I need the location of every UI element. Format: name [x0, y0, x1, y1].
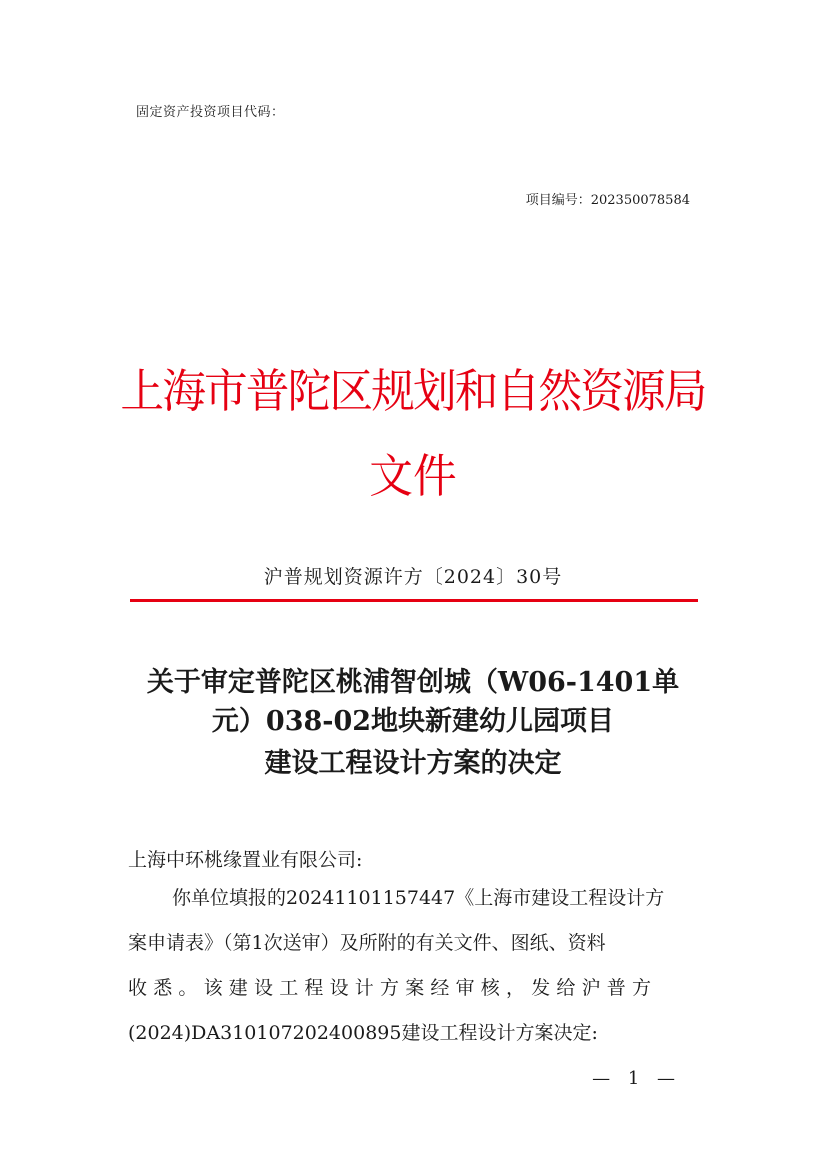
project-number: 项目编号：202350078584 [525, 193, 690, 208]
fixed-asset-code-label: 固定资产投资项目代码： [136, 105, 285, 120]
body-line-2: 案申请表》（第1次送审）及所附的有关文件、图纸、资料 [128, 932, 606, 954]
addressee: 上海中环桃缘置业有限公司: [128, 849, 363, 871]
body-line-3: 收悉。该建设工程设计方案经审核，发给沪普方 [128, 977, 658, 999]
red-divider-line [130, 599, 698, 602]
body-line-1: 你单位填报的20241101157447《上海市建设工程设计方 [172, 887, 665, 909]
issuer-document-label: 文件 [369, 449, 457, 503]
body-line-4: (2024)DA310107202400895建设工程设计方案决定: [128, 1022, 598, 1044]
issuer-name: 上海市普陀区规划和自然资源局 [120, 364, 706, 418]
page-number: — 1 — [592, 1068, 681, 1089]
document-number: 沪普规划资源许方〔2024〕30号 [263, 566, 563, 588]
document-title-line-3: 建设工程设计方案的决定 [264, 748, 562, 779]
document-title-line-1: 关于审定普陀区桃浦智创城（W06-1401单 [146, 667, 680, 698]
document-title-line-2: 元）038-02地块新建幼儿园项目 [211, 706, 615, 737]
